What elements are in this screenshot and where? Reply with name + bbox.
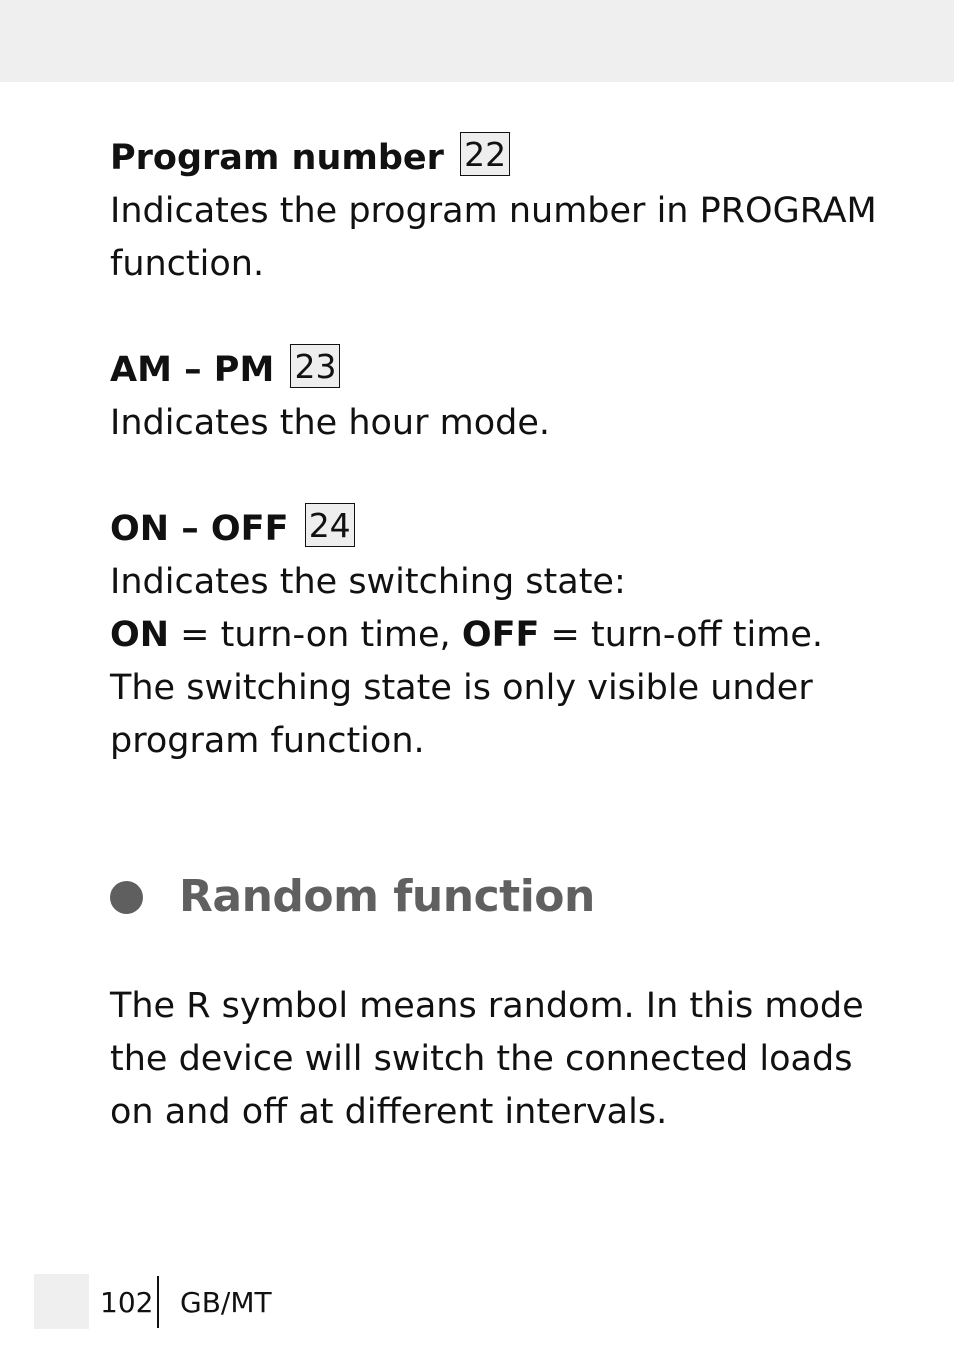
page-number: 102 bbox=[100, 1286, 154, 1319]
bullet-dot-icon bbox=[110, 881, 143, 914]
entry-description bbox=[110, 185, 890, 291]
on-definition: = turn-on time, bbox=[169, 615, 462, 655]
reference-number-box: 23 bbox=[290, 344, 340, 388]
language-code: GB/MT bbox=[180, 1286, 272, 1319]
off-definition: = turn-off time. bbox=[539, 615, 823, 655]
footer-divider bbox=[157, 1276, 159, 1328]
reference-number-box: 24 bbox=[305, 503, 355, 547]
entry-title-text: Program number bbox=[110, 138, 444, 178]
entry-description-line: The switching state is only visible under bbox=[110, 668, 813, 708]
entry-description bbox=[110, 397, 890, 450]
section-paragraph bbox=[110, 980, 890, 1139]
section-heading bbox=[110, 866, 595, 926]
on-label: ON bbox=[110, 615, 170, 655]
entry-title-text: AM – PM bbox=[110, 350, 275, 390]
entry-description-line: Indicates the program number in PROGRAM bbox=[110, 191, 877, 231]
entry-description-line: function. bbox=[110, 244, 265, 284]
entry-description-line: Indicates the hour mode. bbox=[110, 403, 550, 443]
footer-tab-marker bbox=[34, 1274, 89, 1329]
header-band bbox=[0, 0, 954, 82]
entry-title bbox=[110, 132, 890, 185]
entry-program-number bbox=[110, 132, 890, 291]
entry-on-off bbox=[110, 503, 890, 768]
paragraph-line: on and off at different intervals. bbox=[110, 1092, 668, 1132]
entry-description-line: program function. bbox=[110, 721, 425, 761]
entry-title-text: ON – OFF bbox=[110, 509, 289, 549]
paragraph-line: the device will switch the connected loads bbox=[110, 1039, 853, 1079]
definitions-list bbox=[110, 132, 890, 768]
reference-number-box: 22 bbox=[460, 132, 510, 176]
section-title: Random function bbox=[179, 870, 595, 922]
entry-title bbox=[110, 503, 890, 556]
entry-description bbox=[110, 556, 890, 768]
paragraph-line: The R symbol means random. In this mode bbox=[110, 986, 864, 1026]
off-label: OFF bbox=[461, 615, 540, 655]
entry-description-line: Indicates the switching state: bbox=[110, 562, 626, 602]
entry-am-pm bbox=[110, 344, 890, 450]
entry-title bbox=[110, 344, 890, 397]
